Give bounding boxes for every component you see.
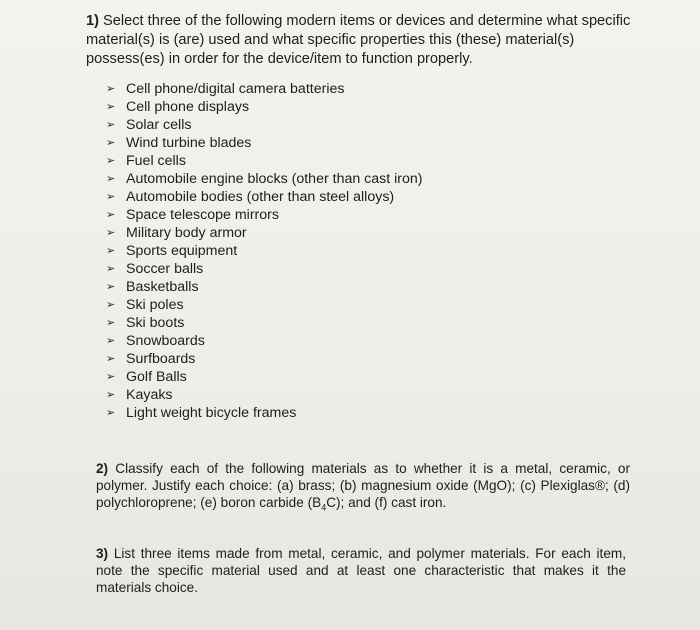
device-list [106, 80, 526, 422]
list-item [106, 98, 526, 116]
list-item [106, 386, 526, 404]
list-item-label: Space telescope mirrors [126, 207, 279, 223]
question-2 [96, 460, 630, 517]
list-item [106, 188, 526, 206]
arrow-bullet-icon: ➢ [106, 227, 116, 239]
list-item-label: Golf Balls [126, 369, 187, 385]
list-item [106, 170, 526, 188]
list-item [106, 80, 526, 98]
list-item [106, 134, 526, 152]
question-3-text: List three items made from metal, ceramic, and polymer materials. For each item, note the specific material used and at least one characteristic that makes it the materials choice. [96, 546, 626, 595]
arrow-bullet-icon: ➢ [106, 353, 116, 365]
list-item [106, 116, 526, 134]
list-item [106, 350, 526, 368]
list-item-label: Automobile engine blocks (other than cast iron) [126, 171, 423, 187]
list-item-label: Cell phone displays [126, 99, 250, 115]
list-item-label: Cell phone/digital camera batteries [126, 81, 345, 97]
list-item [106, 242, 526, 260]
arrow-bullet-icon: ➢ [106, 407, 116, 419]
arrow-bullet-icon: ➢ [106, 281, 116, 293]
arrow-bullet-icon: ➢ [106, 317, 116, 329]
arrow-bullet-icon: ➢ [106, 209, 116, 221]
arrow-bullet-icon: ➢ [106, 155, 116, 167]
list-item [106, 206, 526, 224]
question-2-text-part2: C); and (f) cast iron. [326, 495, 447, 510]
arrow-bullet-icon: ➢ [106, 137, 116, 149]
list-item-label: Ski poles [126, 297, 184, 313]
list-item-label: Fuel cells [126, 153, 186, 169]
arrow-bullet-icon: ➢ [106, 83, 116, 95]
list-item [106, 332, 526, 350]
list-item [106, 278, 526, 296]
list-item [106, 368, 526, 386]
list-item-label: Snowboards [126, 333, 205, 349]
list-item-label: Surfboards [126, 351, 196, 367]
list-item-label: Wind turbine blades [126, 135, 252, 151]
list-item-label: Ski boots [126, 315, 185, 331]
question-1-number: 1) [86, 13, 99, 29]
question-1-text: Select three of the following modern items or devices and determine what specific material(s) is (are) used and what specific properties this (these) material(s) possess(es) in order for the device/item to function properly. [86, 13, 631, 67]
arrow-bullet-icon: ➢ [106, 119, 116, 131]
list-item [106, 260, 526, 278]
question-2-number: 2) [96, 461, 109, 476]
question-2-text-part1: Classify each of the following materials as to whether it is a metal, ceramic, or polymer. Justify each choice: (a) brass; (b) magnesium oxide (MgO); (c) Plexiglas®; (d) polychloroprene; (e) boron carbide (B [96, 461, 630, 510]
arrow-bullet-icon: ➢ [106, 101, 116, 113]
question-2-subscript: 4 [321, 502, 327, 513]
question-3 [96, 545, 626, 596]
list-item-label: Light weight bicycle frames [126, 405, 297, 421]
arrow-bullet-icon: ➢ [106, 299, 116, 311]
list-item-label: Military body armor [126, 225, 247, 241]
arrow-bullet-icon: ➢ [106, 263, 116, 275]
arrow-bullet-icon: ➢ [106, 335, 116, 347]
question-3-number: 3) [96, 546, 109, 561]
arrow-bullet-icon: ➢ [106, 371, 116, 383]
list-item-label: Soccer balls [126, 261, 204, 277]
arrow-bullet-icon: ➢ [106, 245, 116, 257]
list-item [106, 296, 526, 314]
arrow-bullet-icon: ➢ [106, 191, 116, 203]
list-item [106, 152, 526, 170]
list-item [106, 314, 526, 332]
list-item-label: Solar cells [126, 117, 192, 133]
arrow-bullet-icon: ➢ [106, 173, 116, 185]
list-item [106, 224, 526, 242]
list-item-label: Sports equipment [126, 243, 238, 259]
list-item [106, 404, 526, 422]
list-item-label: Basketballs [126, 279, 199, 295]
question-1 [86, 12, 646, 69]
arrow-bullet-icon: ➢ [106, 389, 116, 401]
list-item-label: Kayaks [126, 387, 173, 403]
list-item-label: Automobile bodies (other than steel alloys) [126, 189, 395, 205]
